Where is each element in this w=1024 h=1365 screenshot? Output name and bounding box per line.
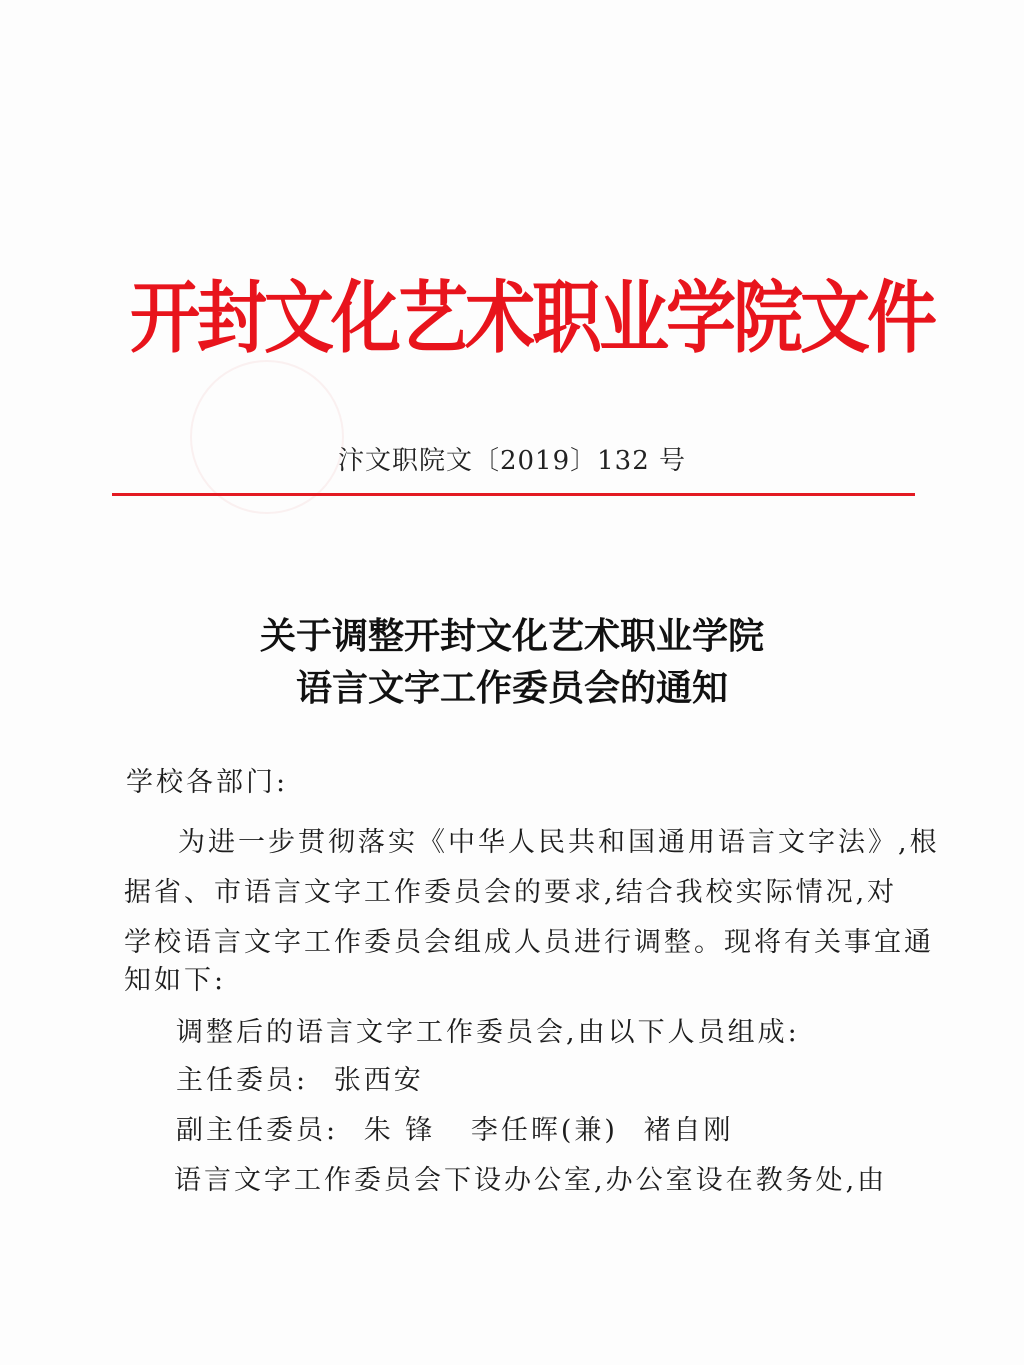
paragraph-1-line-3: 学校语言文字工作委员会组成人员进行调整。现将有关事宜通 [124,927,934,958]
document-header-title: 开封文化艺术职业学院文件 [130,270,934,364]
notice-title-line-2: 语言文字工作委员会的通知 [295,667,728,709]
paragraph-3: 语言文字工作委员会下设办公室,办公室设在教务处,由 [174,1165,888,1196]
paragraph-1-line-2: 据省、市语言文字工作委员会的要求,结合我校实际情况,对 [124,877,898,908]
notice-title-line-1: 关于调整开封文化艺术职业学院 [259,615,764,657]
paragraph-2: 调整后的语言文字工作委员会,由以下人员组成: [176,1017,800,1048]
director-label: 主任委员: [176,1065,309,1096]
deputy-name-1: 朱 锋 [363,1115,436,1146]
deputy-name-2: 李任晖(兼) [470,1115,618,1146]
deputy-name-3: 褚自刚 [643,1115,734,1146]
notice-title [0,610,1024,714]
salutation: 学校各部门: [126,767,289,798]
paragraph-1-line-1: 为进一步贯彻落实《中华人民共和国通用语言文字法》,根 [178,827,940,858]
header-red-rule [112,493,915,496]
document-number: 汴文职院文〔2019〕132 号 [337,446,687,476]
deputy-label: 副主任委员: [176,1115,339,1146]
deputy-row [176,1108,734,1147]
director-name: 张西安 [333,1065,424,1096]
director-row [176,1058,424,1097]
faint-seal-mark [190,360,344,514]
paragraph-1-line-4: 知如下: [124,965,227,996]
